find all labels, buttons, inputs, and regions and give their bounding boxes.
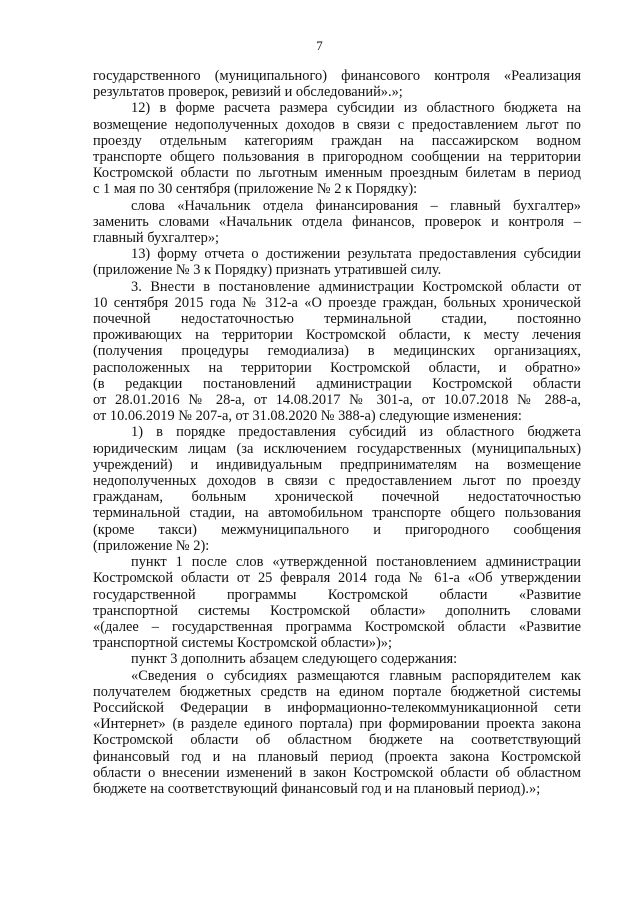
paragraph-line: получателем бюджетных средств на едином портале бюджетной системы	[93, 683, 581, 700]
paragraph-line: от 28.01.2016 № 28-а, от 14.08.2017 № 301-а, от 10.07.2018 № 288-а,	[93, 392, 581, 409]
paragraph-line: результатов проверок, ревизий и обследований».»;	[93, 84, 403, 101]
paragraph-line: недополученных доходов в связи с предоставлением льгот по проезду	[93, 473, 581, 490]
paragraph-line: (в редакции постановлений администрации Костромской области	[93, 375, 581, 392]
paragraph-line: с 1 мая по 30 сентября (приложение № 2 к Порядку):	[93, 181, 418, 198]
paragraph-line: главный бухгалтер»;	[93, 230, 220, 247]
paragraph-line: области о внесении изменений в закон Костромской области об областном	[93, 764, 581, 781]
paragraph-line: 3. Внести в постановление администрации Костромской области от	[131, 278, 581, 295]
paragraph-line: 10 сентября 2015 года № 312-а «О проезде граждан, больных хронической	[93, 294, 581, 311]
paragraph-line: транспортной системы Костромской области»)»;	[93, 635, 392, 652]
paragraph-line: транспортной системы Костромской области» дополнить словами	[93, 602, 581, 619]
paragraph-line: возмещение недополученных доходов в связи с предоставлением льгот по	[93, 116, 581, 133]
document-body	[93, 68, 581, 797]
paragraph-line: проезду отдельным категориям граждан на пассажирском водном	[93, 132, 581, 149]
paragraph-line: терминальной стадии, на автомобильном транспорте общего пользования	[93, 505, 581, 522]
paragraph-line: почечной недостаточностью терминальной стадии, постоянно	[93, 311, 581, 328]
paragraph-line: (приложение № 3 к Порядку) признать утратившей силу.	[93, 262, 442, 279]
paragraph-line: бюджете на соответствующий финансовый год и на плановый период).»;	[93, 780, 541, 797]
paragraph-line: юридическим лицам (за исключением государственных (муниципальных)	[93, 440, 581, 457]
paragraph-line: «Сведения о субсидиях размещаются главным распорядителем как	[131, 667, 581, 684]
paragraph-line: (кроме такси) межмуниципального и пригородного сообщения	[93, 521, 581, 538]
paragraph-line: 12) в форме расчета размера субсидии из областного бюджета на	[131, 100, 581, 117]
paragraph-line: «(далее – государственная программа Костромской области «Развитие	[93, 618, 581, 635]
paragraph-line: пункт 3 дополнить абзацем следующего содержания:	[131, 651, 458, 668]
paragraph-line: транспорте общего пользования в пригородном сообщении на территории	[93, 149, 581, 166]
paragraph-line: расположенных на территории Костромской области, и обратно»	[93, 359, 581, 376]
paragraph-line: гражданам, больным хронической почечной недостаточностью	[93, 489, 581, 506]
paragraph-line: государственной программы Костромской области «Развитие	[93, 586, 581, 603]
paragraph-line: (получения процедуры гемодиализа) в медицинских организациях,	[93, 343, 581, 360]
paragraph-line: проживающих на территории Костромской области, к месту лечения	[93, 327, 581, 344]
paragraph-line: государственного (муниципального) финансового контроля «Реализация	[93, 68, 581, 84]
paragraph-line: Российской Федерации в информационно-телекоммуникационной сети	[93, 699, 581, 716]
paragraph-line: слова «Начальник отдела финансирования – главный бухгалтер»	[131, 197, 581, 214]
paragraph-line: пункт 1 после слов «утвержденной постановлением администрации	[131, 554, 581, 571]
paragraph-line: (приложение № 2):	[93, 537, 210, 554]
page-number: 7	[316, 38, 323, 53]
paragraph-line: 1) в порядке предоставления субсидий из областного бюджета	[131, 424, 581, 441]
paragraph-line: 13) форму отчета о достижении результата предоставления субсидии	[131, 246, 581, 263]
paragraph-line: финансовый год и на плановый период (проекта закона Костромской	[93, 748, 581, 765]
paragraph-line: «Интернет» (в разделе единого портала) при формировании проекта закона	[93, 716, 581, 733]
paragraph-line: заменить словами «Начальник отдела финансов, проверок и контроля –	[93, 213, 581, 230]
paragraph-line: Костромской области по льготным именным проездным билетам в период	[93, 165, 581, 182]
paragraph-line: Костромской области от 25 февраля 2014 года № 61-а «Об утверждении	[93, 570, 581, 587]
paragraph-line: от 10.06.2019 № 207-а, от 31.08.2020 № 388-а) следующие изменения:	[93, 408, 522, 425]
paragraph-line: Костромской области об областном бюджете на соответствующий	[93, 732, 581, 749]
paragraph-line: учреждений) и индивидуальным предпринимателям на возмещение	[93, 456, 581, 473]
